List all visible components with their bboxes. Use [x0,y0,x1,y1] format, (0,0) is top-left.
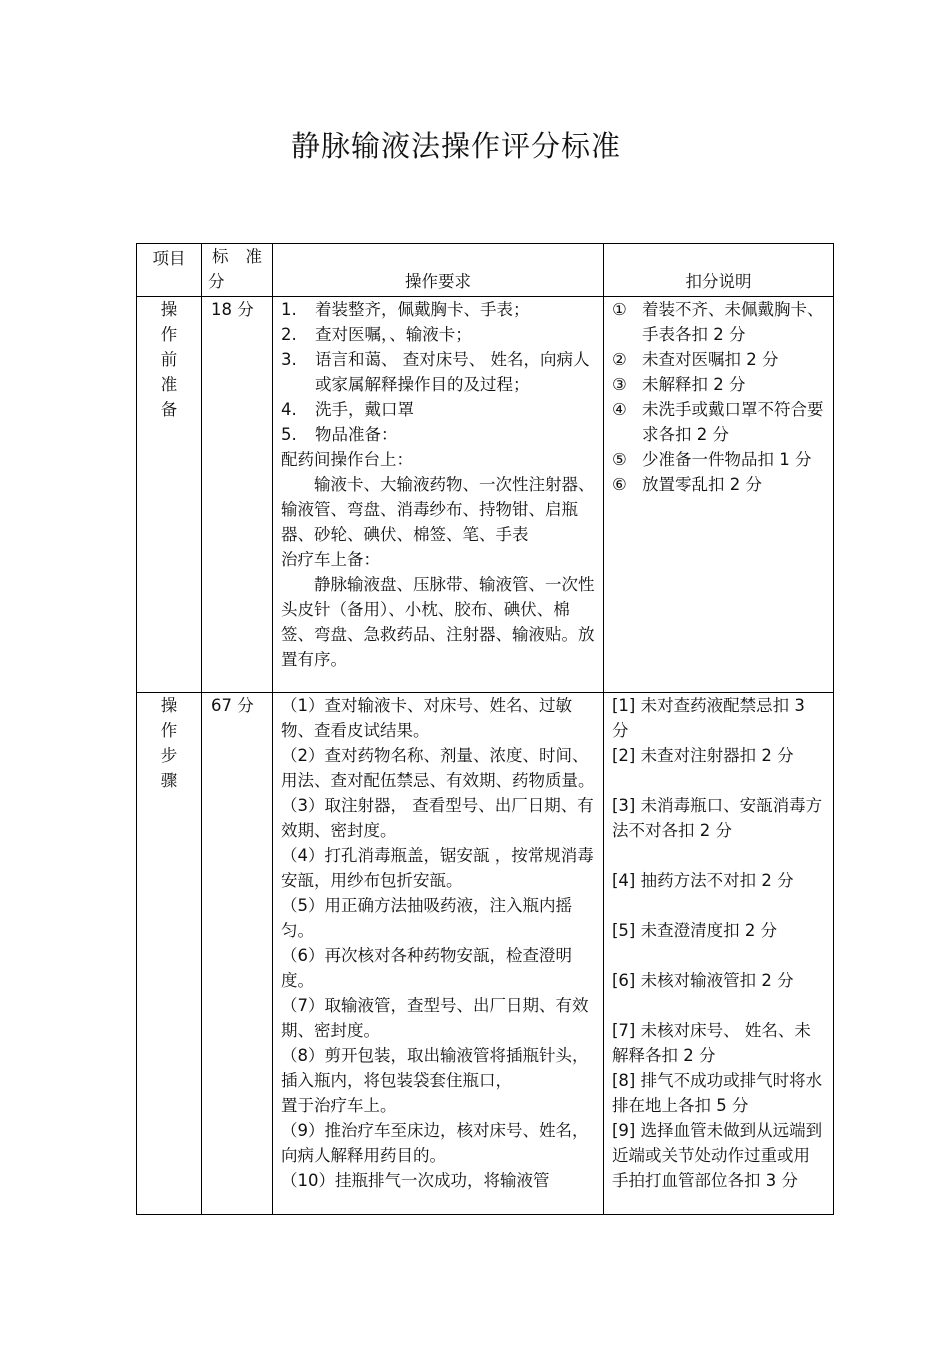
item-number: ④ [612,400,627,419]
deductions-steps [604,693,834,1215]
item-number: ⑤ [612,450,627,469]
item-text: 未洗手或戴口罩不符合要求各扣 2 分 [642,400,824,444]
item-text: 洗手，戴口罩 [315,400,414,419]
spacer [612,768,825,793]
list-item [281,397,597,422]
item-number: ⑥ [612,475,627,494]
step-item: （5）用正确方法抽吸药液，注入瓶内摇匀。 [281,896,572,940]
deduction-item: [2] 未查对注射器扣 2 分 [612,746,794,765]
step-item: （3）取注射器， 查看型号、出厂日期、有效期、密封度。 [281,796,594,840]
item-number: ① [612,300,627,319]
item-number: 1. [281,300,297,319]
score-preparation: 18 分 [202,297,273,693]
label-char: 作 [160,721,178,740]
spacer [612,893,825,918]
list-item [612,397,825,447]
item-text: 物品准备： [315,425,398,444]
item-text: 查对医嘱，、输液卡； [315,325,472,344]
scoring-table [136,243,834,1215]
list-item [612,297,825,347]
item-number: 5. [281,425,297,444]
paragraph: 治疗车上备： [281,550,380,569]
list-item [612,347,825,372]
deductions-preparation [604,297,834,693]
step-item: （2）查对药物名称、剂量、浓度、时间、用法、查对配伍禁忌、有效期、药物质量。 [281,746,595,790]
item-text: 语言和蔼、 查对床号、 姓名，向病人或家属解释操作目的及过程； [315,350,590,394]
deduction-item: [1] 未对查药液配禁忌扣 3 分 [612,696,805,740]
step-item: （10）挂瓶排气一次成功，将输液管 [281,1171,550,1190]
requirements-steps [273,693,604,1215]
header-requirements: 操作要求 [273,244,604,297]
step-item: （6）再次核对各种药物安瓿，检查澄明度。 [281,946,572,990]
header-standard-score [202,244,273,297]
deduction-item: [3] 未消毒瓶口、安瓿消毒方法不对各扣 2 分 [612,796,823,840]
header-standard-char1: 标 [212,247,229,266]
spacer [612,843,825,868]
list-item [612,372,825,397]
spacer [612,943,825,968]
deduction-item: [5] 未查澄清度扣 2 分 [612,921,778,940]
deduction-item: [8] 排气不成功或排气时将水排在地上各扣 5 分 [612,1071,823,1115]
label-char: 操 [160,300,178,319]
paragraph: 静脉输液盘、压脉带、输液管、一次性头皮针（备用）、小枕、胶布、碘伏、棉签、弯盘、急救药品、注射器、输液贴。放置有序。 [281,575,595,669]
item-text: 少准备一件物品扣 1 分 [642,450,812,469]
item-number: ③ [612,375,627,394]
list-item [281,322,597,347]
table-row-preparation [137,297,834,693]
label-char: 作 [160,325,178,344]
item-text: 放置零乱扣 2 分 [642,475,762,494]
label-char: 前 [160,350,178,369]
spacer [612,993,825,1018]
label-char: 准 [160,375,178,394]
item-number: 4. [281,400,297,419]
step-item: （4）打孔消毒瓶盖，锯安瓿 ，按常规消毒安瓿，用纱布包折安瓿。 [281,846,594,890]
score-steps: 67 分 [202,693,273,1215]
step-item: （9）推治疗车至床边，核对床号、姓名，向病人解释用药目的。 [281,1121,589,1165]
deduction-item: [9] 选择血管未做到从远端到近端或关节处动作过重或用手拍打血管部位各扣 3 分 [612,1121,823,1190]
step-item: （1）查对输液卡、对床号、姓名、过敏物、查看皮试结果。 [281,696,572,740]
item-number: ② [612,350,627,369]
list-item [281,347,597,397]
item-number: 3. [281,350,297,369]
requirements-preparation [273,297,604,693]
item-text: 着装整齐，佩戴胸卡、手表； [315,300,530,319]
item-number: 2. [281,325,297,344]
item-text: 未解释扣 2 分 [642,375,746,394]
header-standard-char2: 准 [245,247,262,266]
page-title: 静脉输液法操作评分标准 [290,129,621,163]
label-char: 操 [160,696,178,715]
label-char: 骤 [160,771,178,790]
paragraph: 配药间操作台上： [281,450,413,469]
deduction-item: [4] 抽药方法不对扣 2 分 [612,871,794,890]
item-text: 未查对医嘱扣 2 分 [642,350,779,369]
row-label-steps [137,693,202,1215]
deduction-item: [6] 未核对输液管扣 2 分 [612,971,794,990]
list-item [281,297,597,322]
step-item: （8）剪开包装，取出输液管将插瓶针头，插入瓶内，将包装袋套住瓶口， [281,1046,589,1090]
header-project: 项目 [137,244,202,297]
label-char: 步 [160,746,178,765]
item-text: 着装不齐、未佩戴胸卡、手表各扣 2 分 [642,300,824,344]
row-label-preparation [137,297,202,693]
table-header-row [137,244,834,297]
list-item [612,447,825,472]
deduction-item: [7] 未核对床号、 姓名、未解释各扣 2 分 [612,1021,811,1065]
table-row-steps [137,693,834,1215]
list-item [612,472,825,497]
step-item: （7）取输液管，查型号、出厂日期、有效期、密封度。 [281,996,589,1040]
step-item-continued: 置于治疗车上。 [281,1096,397,1115]
paragraph: 输液卡、大输液药物、一次性注射器、输液管、弯盘、消毒纱布、持物钳、启瓶器、砂轮、碘伏、棉签、笔、手表 [281,475,595,544]
header-standard-char3: 分 [208,272,225,291]
label-char: 备 [160,400,178,419]
header-deduction: 扣分说明 [604,244,834,297]
list-item [281,422,597,447]
